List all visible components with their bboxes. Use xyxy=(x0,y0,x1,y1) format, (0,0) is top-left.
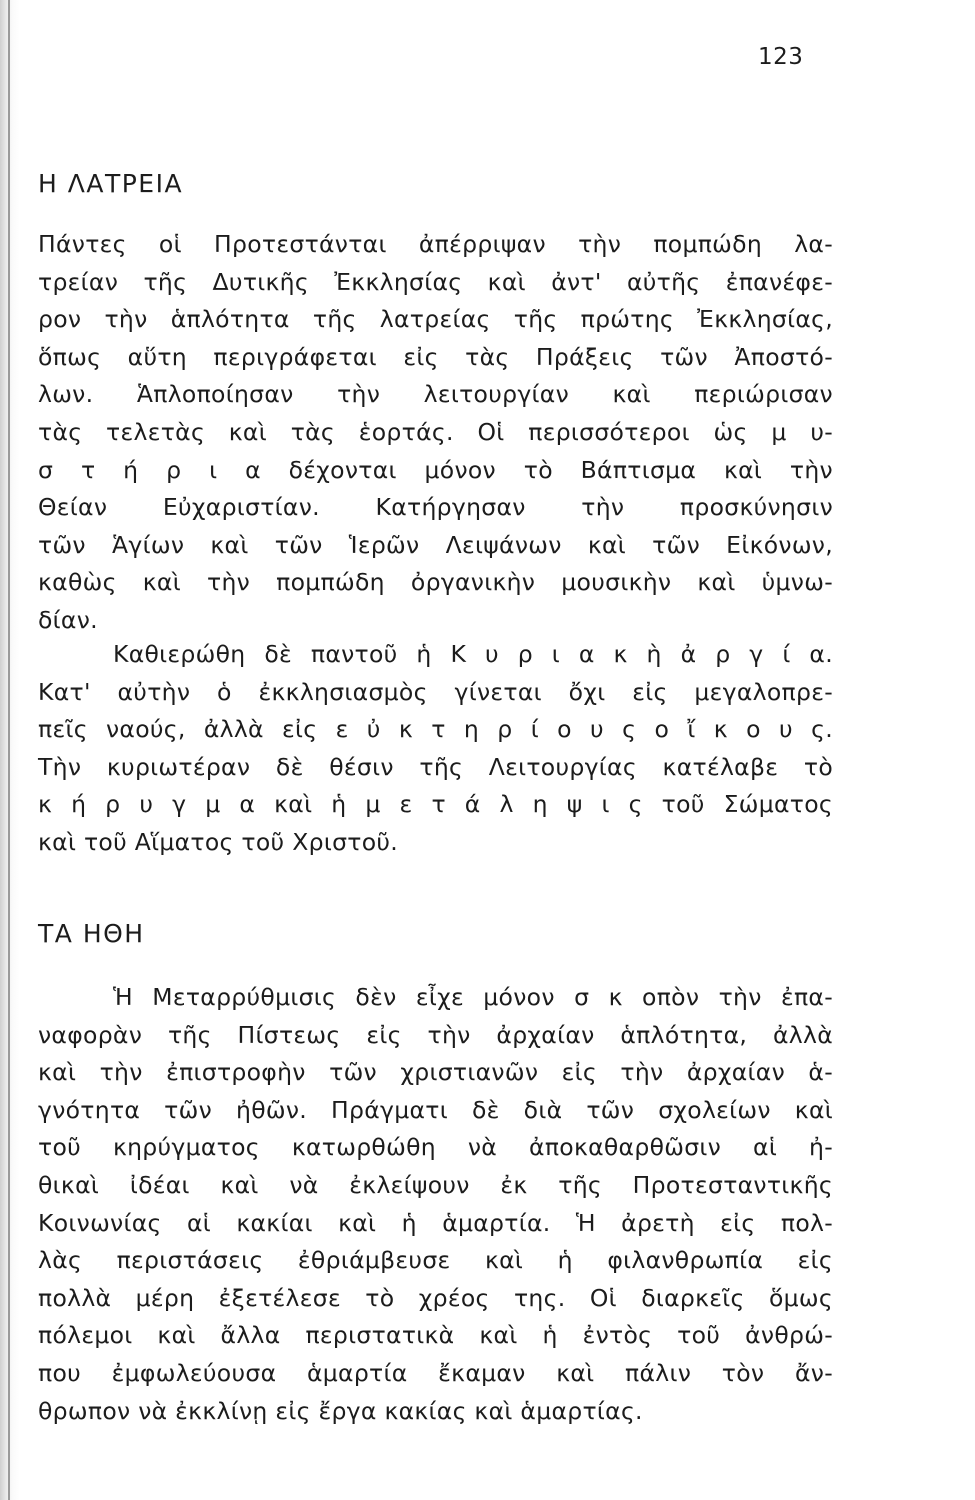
text-line: Πάντες οἱ Προτεστάνται ἀπέρριψαν τὴν πομπώδη λα- xyxy=(38,230,833,258)
page-number: 123 xyxy=(758,44,804,70)
text-line: καὶ τοῦ Αἵματος τοῦ Χριστοῦ. xyxy=(38,827,399,856)
text-line: δίαν. xyxy=(38,605,98,634)
text-line: Ἡ Μεταρρύθμισις δὲν εἶχε μόνον σ κ οπὸν τὴν ἐπα- xyxy=(113,983,833,1011)
text-line: ναφορὰν τῆς Πίστεως εἰς τὴν ἀρχαίαν ἁπλότητα, ἀλλὰ xyxy=(38,1020,833,1049)
text-line: Κατ' αὐτὴν ὁ ἐκκλησιασμὸς γίνεται ὄχι εἰς μεγαλοπρε- xyxy=(38,677,833,706)
text-line: που ἐμφωλεύουσα ἁμαρτία ἔκαμαν καὶ πάλιν τὸν ἄν- xyxy=(38,1358,833,1387)
page-binding-edge xyxy=(8,0,10,1500)
section-heading-worship: Η ΛΑΤΡΕΙΑ xyxy=(38,168,184,198)
text-line: καὶ τὴν ἐπιστροφὴν τῶν χριστιανῶν εἰς τὴν ἀρχαίαν ἁ- xyxy=(38,1058,833,1087)
text-line: πολλὰ μέρη ἐξετέλεσε τὸ χρέος της. Οἱ διαρκεῖς ὅμως xyxy=(38,1283,833,1312)
paragraph-morals-1 xyxy=(38,979,833,1430)
text-line: τῶν Ἁγίων καὶ τῶν Ἱερῶν Λειψάνων καὶ τῶν Εἰκόνων, xyxy=(38,530,833,559)
text-line: θικαὶ ἰδέαι καὶ νὰ ἐκλείψουν ἐκ τῆς Προτεσταντικῆς xyxy=(38,1170,833,1199)
paragraph-worship-1 xyxy=(38,226,833,640)
text-line: τοῦ κηρύγματος κατωρθώθη νὰ ἀποκαθαρθῶσιν αἱ ἠ- xyxy=(38,1133,833,1162)
text-line: θρωπον νὰ ἐκκλίνῃ εἰς ἔργα κακίας καὶ ἁμαρτίας. xyxy=(38,1396,643,1425)
text-line: λὰς περιστάσεις ἐθριάμβευσε καὶ ἡ φιλανθρωπία εἰς xyxy=(38,1246,833,1275)
paragraph-worship-2 xyxy=(38,636,833,862)
text-line: κ ή ρ υ γ μ α καὶ ἡ μ ε τ ά λ η ψ ι ς τοῦ Σώματος xyxy=(38,790,833,819)
text-line: ρον τὴν ἁπλότητα τῆς λατρείας τῆς πρώτης Ἐκκλησίας, xyxy=(38,305,833,334)
text-line: πόλεμοι καὶ ἄλλα περιστατικὰ καὶ ἡ ἐντὸς τοῦ ἀνθρώ- xyxy=(38,1321,833,1350)
text-line: Καθιερώθη δὲ παντοῦ ἡ Κ υ ρ ι α κ ὴ ἀ ρ γ ί α. xyxy=(113,640,833,668)
text-line: καθὼς καὶ τὴν πομπώδη ὀργανικὴν μουσικὴν καὶ ὑμνω- xyxy=(38,568,833,597)
text-line: γνότητα τῶν ἠθῶν. Πράγματι δὲ διὰ τῶν σχολείων καὶ xyxy=(38,1095,833,1124)
text-line: τὰς τελετὰς καὶ τὰς ἑορτάς. Οἱ περισσότεροι ὡς μ υ- xyxy=(38,417,833,446)
text-line: Κοινωνίας αἱ κακίαι καὶ ἡ ἁμαρτία. Ἡ ἀρετὴ εἰς πολ- xyxy=(38,1208,833,1237)
text-line: ὅπως αὕτη περιγράφεται εἰς τὰς Πράξεις τῶν Ἀποστό- xyxy=(38,342,833,371)
section-heading-morals: ΤΑ ΗΘΗ xyxy=(38,918,145,948)
text-line: Θείαν Εὐχαριστίαν. Κατήργησαν τὴν προσκύνησιν xyxy=(38,493,833,522)
text-line: τρείαν τῆς Δυτικῆς Ἐκκλησίας καὶ ἀντ' αὐτῆς ἐπανέφε- xyxy=(38,267,833,296)
text-line: σ τ ή ρ ι α δέχονται μόνον τὸ Βάπτισμα καὶ τὴν xyxy=(38,455,833,484)
text-line: λων. Ἁπλοποίησαν τὴν λειτουργίαν καὶ περιώρισαν xyxy=(38,380,833,409)
text-line: Τὴν κυριωτέραν δὲ θέσιν τῆς Λειτουργίας κατέλαβε τὸ xyxy=(38,752,833,781)
text-line: πεῖς ναούς, ἀλλὰ εἰς ε ὐ κ τ η ρ ί ο υ ς ο ἴ κ ο υ ς. xyxy=(38,715,833,744)
